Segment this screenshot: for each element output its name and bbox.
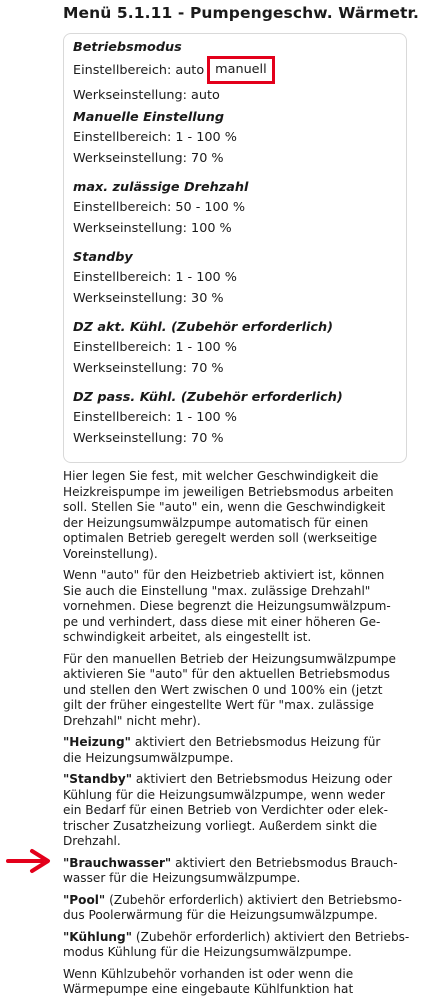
text-line: Wärmepumpe eine eingebaute Kühlfunktion hat [63,982,354,996]
setting-default: Werkseinstellung: 70 % [73,361,224,376]
setting-dz-akt-kuehl [73,319,333,379]
setting-default: Werkseinstellung: 100 % [73,221,232,236]
paragraph-manual [63,652,413,730]
setting-heading: max. zulässige Drehzahl [73,180,249,195]
setting-range: Einstellbereich: 50 - 100 % [73,200,246,215]
term-heizung: "Heizung" [63,735,131,749]
setting-max-drehzahl [73,179,248,239]
paragraph-auto [63,568,413,646]
setting-standby [73,249,237,309]
setting-default: Werkseinstellung: auto [73,88,220,103]
text-line: Sie auch die Einstellung "max. zulässige Drehzahl" [63,583,371,598]
setting-range: Einstellbereich: 1 - 100 % [73,340,237,355]
setting-heading: DZ pass. Kühl. (Zubehör erforderlich) [73,390,343,405]
setting-heading: DZ akt. Kühl. (Zubehör erforderlich) [73,320,333,335]
paragraph-heizung [63,735,413,766]
text-line: Drehzahl. [63,834,121,848]
term-kuehlung: "Kühlung" [63,929,133,944]
setting-heading: Manuelle Einstellung [73,110,224,125]
text-line: Kühlung für die Heizungsumwälzpumpe, wenn weder [63,787,385,802]
text-line: aktiviert den Betriebsmodus Brauch- [171,855,398,870]
term-brauchwasser: "Brauchwasser" [63,855,172,870]
text-line: optimalen Betrieb geregelt werden soll (werkseitige [63,531,378,545]
setting-heading: Standby [73,250,133,265]
text-line: aktivieren Sie "auto" für den aktuellen Betriebsmodus [63,667,390,681]
text-line: aktiviert den Betriebsmodus Heizung oder [132,772,393,786]
setting-betriebsmodus [73,39,275,106]
page-title: Menü 5.1.11 - Pumpengeschw. Wärmetr. [63,4,420,22]
text-line: Für den manuellen Betrieb der Heizungsumwälzpumpe [63,651,396,666]
manuell-highlight: manuell [207,56,275,84]
paragraph-standby [63,772,413,850]
paragraph-intro [63,469,413,562]
text-line: wasser für die Heizungsumwälzpumpe. [63,871,301,885]
text-line: (Zubehör erforderlich) aktiviert den Betriebs- [132,929,410,944]
description-text [63,469,413,1004]
paragraph-kuehlung [63,930,413,961]
setting-heading: Betriebsmodus [73,40,182,55]
setting-dz-pass-kuehl [73,389,343,449]
setting-range-label: Einstellbereich: auto [73,63,205,78]
text-line: Wenn "auto" für den Heizbetrieb aktiviert ist, können [63,568,385,582]
setting-range: Einstellbereich: 1 - 100 % [73,270,237,285]
setting-default: Werkseinstellung: 30 % [73,291,224,306]
setting-range: Einstellbereich: 1 - 100 % [73,130,237,145]
settings-box [63,33,407,463]
setting-manuelle-einstellung [73,109,237,169]
text-line: modus Kühlung für die Heizungsumwälzpumpe. [63,945,352,959]
paragraph-pool [63,893,413,924]
setting-default: Werkseinstellung: 70 % [73,431,224,446]
text-line: Drehzahl" nicht mehr). [63,713,201,728]
text-line: ein Bedarf für einen Betrieb von Verdichter oder elek- [63,803,389,817]
paragraph-brauchwasser [63,856,413,887]
text-line: dus Poolerwärmung für die Heizungsumwälzpumpe. [63,908,378,922]
setting-range: Einstellbereich: 1 - 100 % [73,410,237,425]
text-line: vornehmen. Diese begrenzt die Heizungsumwälzpum- [63,599,391,613]
term-pool: "Pool" [63,892,106,907]
setting-default: Werkseinstellung: 70 % [73,151,224,166]
text-line: (Zubehör erforderlich) aktiviert den Betriebsmo- [105,892,402,907]
text-line: soll. Stellen Sie "auto" ein, wenn die Geschwindigkeit [63,500,386,514]
text-line: schwindigkeit arbeitet, als eingestellt ist. [63,630,312,644]
text-line: aktiviert den Betriebsmodus Heizung für [131,735,381,749]
text-line: gilt der früher eingestellte Wert für "max. zulässige [63,698,374,712]
term-standby: "Standby" [63,772,133,786]
text-line: Wenn Kühlzubehör vorhanden ist oder wenn die [63,966,354,981]
text-line: Heizkreispumpe im jeweiligen Betriebsmodus arbeiten [63,484,394,499]
text-line: trischer Zusatzheizung vorliegt. Außerdem sinkt die [63,818,378,833]
text-line: und stellen den Wert zwischen 0 und 100% ein (jetzt [63,682,383,697]
setting-range [73,57,275,85]
red-arrow-right-icon [6,846,62,876]
text-line: Hier legen Sie fest, mit welcher Geschwindigkeit die [63,469,379,483]
text-line: Voreinstellung). [63,546,158,561]
text-line: pe und verhindert, dass diese mit einer höheren Ge- [63,614,381,629]
text-line: der Heizungsumwälzpumpe automatisch für einen [63,515,369,530]
text-line: die Heizungsumwälzpumpe. [63,750,234,765]
paragraph-kuehlzubehoer [63,967,413,998]
